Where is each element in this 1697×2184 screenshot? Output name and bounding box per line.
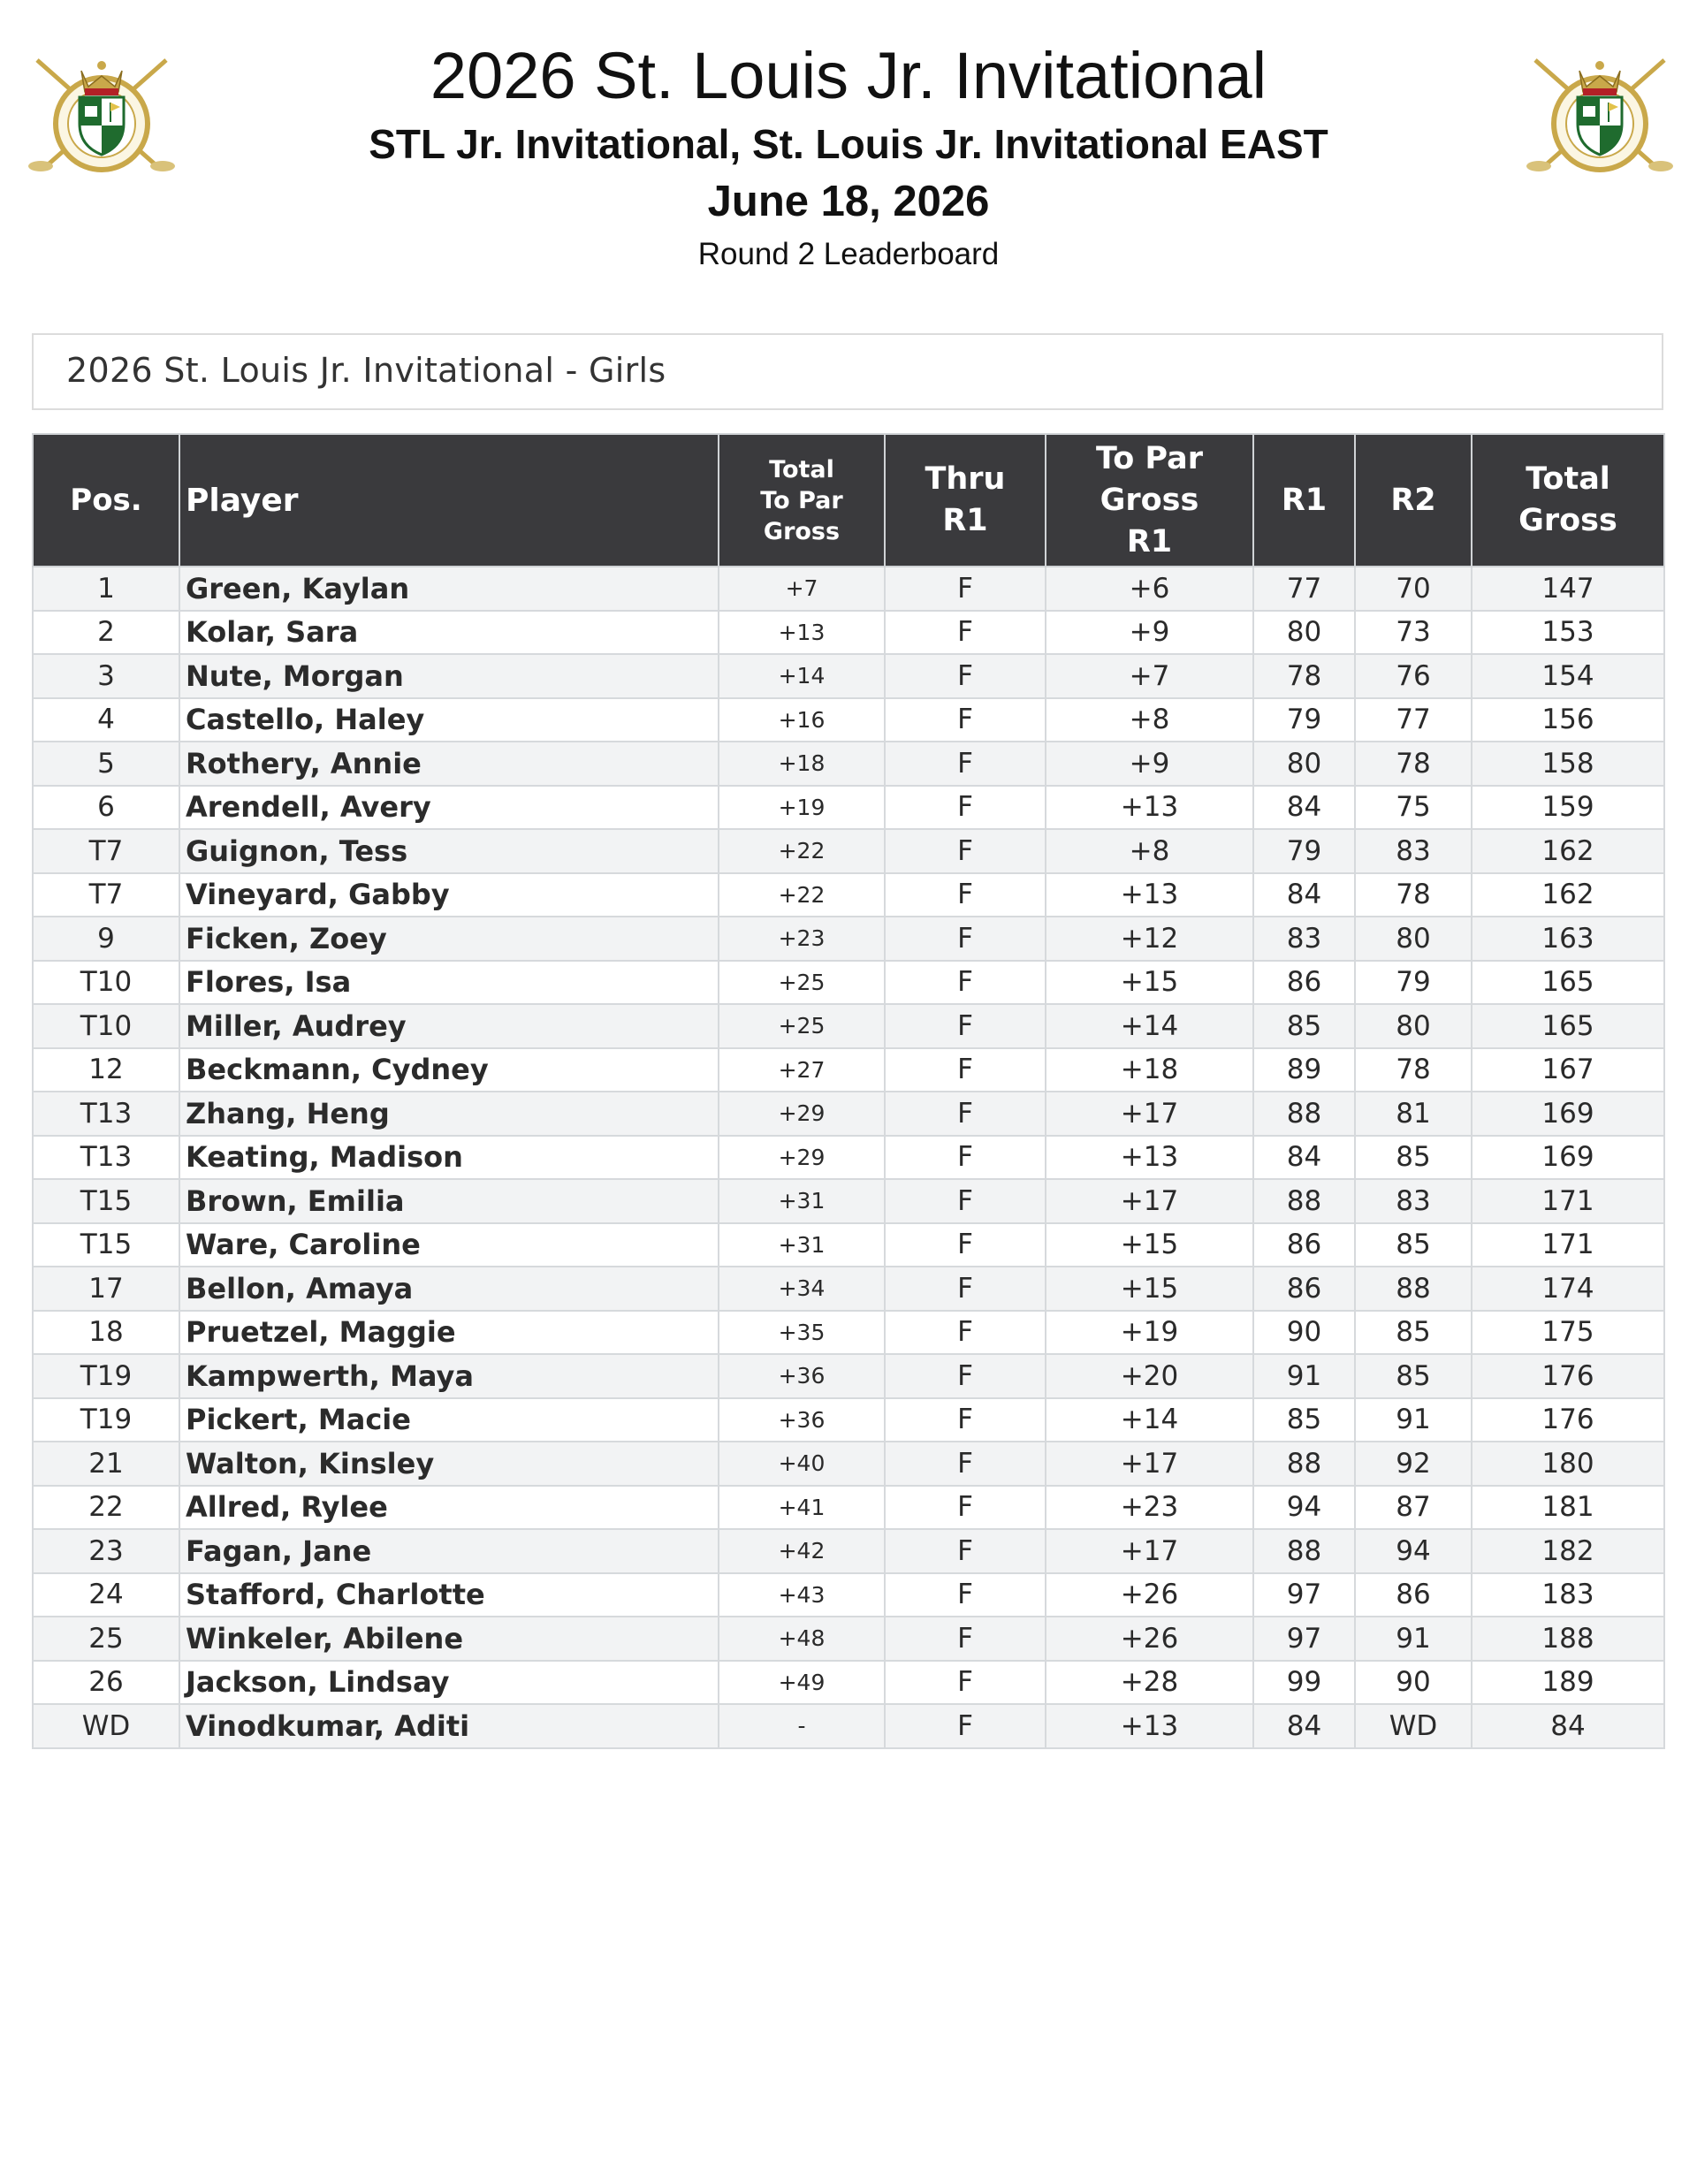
table-header-row — [33, 434, 1664, 567]
cell-total-to-par: +49 — [719, 1661, 885, 1705]
cell-thru: F — [885, 1529, 1046, 1573]
cell-r1: 78 — [1253, 654, 1355, 698]
cell-total-to-par: +22 — [719, 829, 885, 873]
cell-r1: 88 — [1253, 1092, 1355, 1136]
cell-thru: F — [885, 1004, 1046, 1048]
cell-player[interactable]: Ware, Caroline — [179, 1223, 719, 1267]
table-row — [33, 567, 1664, 611]
cell-r1: 79 — [1253, 829, 1355, 873]
table-row — [33, 1354, 1664, 1398]
cell-player[interactable]: Pruetzel, Maggie — [179, 1311, 719, 1355]
division-title: 2026 St. Louis Jr. Invitational - Girls — [66, 351, 666, 390]
cell-r2: 78 — [1355, 1048, 1472, 1092]
cell-thru: F — [885, 873, 1046, 917]
cell-thru: F — [885, 786, 1046, 830]
cell-total-gross: 162 — [1472, 829, 1664, 873]
cell-r2: 94 — [1355, 1529, 1472, 1573]
cell-to-par-r1: +13 — [1046, 786, 1253, 830]
cell-r1: 97 — [1253, 1573, 1355, 1617]
table-row — [33, 1442, 1664, 1486]
cell-pos: T10 — [33, 961, 179, 1005]
table-row — [33, 611, 1664, 655]
cell-pos: 17 — [33, 1267, 179, 1311]
cell-total-to-par: +31 — [719, 1179, 885, 1223]
table-row — [33, 654, 1664, 698]
cell-to-par-r1: +17 — [1046, 1529, 1253, 1573]
cell-to-par-r1: +17 — [1046, 1179, 1253, 1223]
cell-thru: F — [885, 654, 1046, 698]
table-row — [33, 961, 1664, 1005]
cell-total-to-par: +25 — [719, 1004, 885, 1048]
column-header-player[interactable]: Player — [179, 434, 719, 567]
cell-r1: 86 — [1253, 961, 1355, 1005]
cell-thru: F — [885, 1136, 1046, 1180]
cell-player[interactable]: Keating, Madison — [179, 1136, 719, 1180]
cell-r2: 90 — [1355, 1661, 1472, 1705]
cell-total-to-par: +25 — [719, 961, 885, 1005]
cell-pos: T10 — [33, 1004, 179, 1048]
cell-to-par-r1: +14 — [1046, 1004, 1253, 1048]
cell-r1: 83 — [1253, 917, 1355, 961]
cell-pos: T15 — [33, 1223, 179, 1267]
table-row — [33, 1004, 1664, 1048]
cell-r2: 85 — [1355, 1311, 1472, 1355]
cell-r2: 81 — [1355, 1092, 1472, 1136]
cell-total-to-par: - — [719, 1704, 885, 1748]
cell-pos: WD — [33, 1704, 179, 1748]
cell-r2: 76 — [1355, 654, 1472, 698]
cell-pos: T19 — [33, 1398, 179, 1442]
cell-player[interactable]: Nute, Morgan — [179, 654, 719, 698]
cell-player[interactable]: Brown, Emilia — [179, 1179, 719, 1223]
cell-thru: F — [885, 1661, 1046, 1705]
cell-player[interactable]: Stafford, Charlotte — [179, 1573, 719, 1617]
cell-to-par-r1: +8 — [1046, 698, 1253, 742]
cell-pos: 24 — [33, 1573, 179, 1617]
cell-total-to-par: +41 — [719, 1486, 885, 1530]
cell-r2: 91 — [1355, 1398, 1472, 1442]
cell-total-to-par: +48 — [719, 1617, 885, 1661]
cell-total-to-par: +31 — [719, 1223, 885, 1267]
cell-player[interactable]: Rothery, Annie — [179, 742, 719, 786]
cell-pos: T13 — [33, 1092, 179, 1136]
cell-player[interactable]: Pickert, Macie — [179, 1398, 719, 1442]
cell-to-par-r1: +18 — [1046, 1048, 1253, 1092]
cell-player[interactable]: Zhang, Heng — [179, 1092, 719, 1136]
cell-pos: 4 — [33, 698, 179, 742]
cell-thru: F — [885, 698, 1046, 742]
cell-total-gross: 163 — [1472, 917, 1664, 961]
cell-total-gross: 183 — [1472, 1573, 1664, 1617]
cell-pos: 3 — [33, 654, 179, 698]
cell-total-gross: 169 — [1472, 1136, 1664, 1180]
cell-to-par-r1: +9 — [1046, 611, 1253, 655]
cell-total-to-par: +29 — [719, 1136, 885, 1180]
cell-thru: F — [885, 1267, 1046, 1311]
cell-to-par-r1: +23 — [1046, 1486, 1253, 1530]
cell-r2: 79 — [1355, 961, 1472, 1005]
table-row — [33, 1267, 1664, 1311]
cell-r1: 84 — [1253, 1136, 1355, 1180]
cell-thru: F — [885, 567, 1046, 611]
cell-total-to-par: +23 — [719, 917, 885, 961]
cell-total-gross: 180 — [1472, 1442, 1664, 1486]
cell-pos: 5 — [33, 742, 179, 786]
cell-r2: 77 — [1355, 698, 1472, 742]
cell-player[interactable]: Winkeler, Abilene — [179, 1617, 719, 1661]
cell-total-gross: 159 — [1472, 786, 1664, 830]
cell-r2: 80 — [1355, 1004, 1472, 1048]
cell-player[interactable]: Ficken, Zoey — [179, 917, 719, 961]
cell-player[interactable]: Bellon, Amaya — [179, 1267, 719, 1311]
cell-to-par-r1: +12 — [1046, 917, 1253, 961]
cell-to-par-r1: +7 — [1046, 654, 1253, 698]
table-row — [33, 698, 1664, 742]
cell-pos: 26 — [33, 1661, 179, 1705]
cell-player[interactable]: Guignon, Tess — [179, 829, 719, 873]
cell-total-to-par: +29 — [719, 1092, 885, 1136]
leaderboard-table — [32, 433, 1665, 1749]
cell-to-par-r1: +14 — [1046, 1398, 1253, 1442]
column-header-r2[interactable]: R2 — [1355, 434, 1472, 567]
cell-total-gross: 165 — [1472, 1004, 1664, 1048]
column-header-total-to-par[interactable] — [719, 434, 885, 567]
cell-total-gross: 176 — [1472, 1354, 1664, 1398]
cell-total-to-par: +7 — [719, 567, 885, 611]
cell-to-par-r1: +19 — [1046, 1311, 1253, 1355]
cell-pos: T7 — [33, 829, 179, 873]
cell-total-gross: 147 — [1472, 567, 1664, 611]
cell-total-to-par: +22 — [719, 873, 885, 917]
cell-thru: F — [885, 1617, 1046, 1661]
table-row — [33, 1048, 1664, 1092]
header-line: Gross — [763, 517, 841, 545]
cell-pos: 22 — [33, 1486, 179, 1530]
cell-thru: F — [885, 1179, 1046, 1223]
cell-r2: 75 — [1355, 786, 1472, 830]
cell-total-to-par: +36 — [719, 1398, 885, 1442]
cell-total-gross: 156 — [1472, 698, 1664, 742]
cell-thru: F — [885, 1704, 1046, 1748]
cell-total-gross: 167 — [1472, 1048, 1664, 1092]
cell-thru: F — [885, 1092, 1046, 1136]
cell-thru: F — [885, 961, 1046, 1005]
cell-r1: 94 — [1253, 1486, 1355, 1530]
cell-total-gross: 84 — [1472, 1704, 1664, 1748]
cell-total-to-par: +13 — [719, 611, 885, 655]
cell-player[interactable]: Arendell, Avery — [179, 786, 719, 830]
cell-r1: 88 — [1253, 1529, 1355, 1573]
cell-total-to-par: +16 — [719, 698, 885, 742]
cell-total-gross: 174 — [1472, 1267, 1664, 1311]
cell-to-par-r1: +26 — [1046, 1617, 1253, 1661]
cell-thru: F — [885, 1442, 1046, 1486]
cell-r2: 83 — [1355, 1179, 1472, 1223]
cell-to-par-r1: +17 — [1046, 1092, 1253, 1136]
cell-total-gross: 189 — [1472, 1661, 1664, 1705]
cell-player[interactable]: Jackson, Lindsay — [179, 1661, 719, 1705]
cell-pos: T7 — [33, 873, 179, 917]
cell-total-to-par: +14 — [719, 654, 885, 698]
cell-thru: F — [885, 611, 1046, 655]
cell-thru: F — [885, 1223, 1046, 1267]
table-row — [33, 1398, 1664, 1442]
cell-total-gross: 171 — [1472, 1223, 1664, 1267]
cell-r1: 79 — [1253, 698, 1355, 742]
cell-r1: 85 — [1253, 1398, 1355, 1442]
cell-total-to-par: +42 — [719, 1529, 885, 1573]
cell-r1: 77 — [1253, 567, 1355, 611]
cell-r1: 84 — [1253, 786, 1355, 830]
cell-total-to-par: +35 — [719, 1311, 885, 1355]
cell-r1: 84 — [1253, 873, 1355, 917]
cell-r2: 80 — [1355, 917, 1472, 961]
cell-to-par-r1: +8 — [1046, 829, 1253, 873]
column-header-pos[interactable]: Pos. — [33, 434, 179, 567]
cell-player[interactable]: Green, Kaylan — [179, 567, 719, 611]
cell-r1: 89 — [1253, 1048, 1355, 1092]
header-line: To Par — [1095, 440, 1204, 476]
page-header — [0, 0, 1697, 301]
cell-total-gross: 175 — [1472, 1311, 1664, 1355]
cell-r1: 90 — [1253, 1311, 1355, 1355]
cell-total-gross: 153 — [1472, 611, 1664, 655]
table-row — [33, 829, 1664, 873]
cell-total-gross: 182 — [1472, 1529, 1664, 1573]
table-row — [33, 1661, 1664, 1705]
cell-pos: 25 — [33, 1617, 179, 1661]
cell-to-par-r1: +28 — [1046, 1661, 1253, 1705]
header-line: R1 — [1126, 523, 1173, 559]
cell-pos: 12 — [33, 1048, 179, 1092]
event-title: 2026 St. Louis Jr. Invitational — [430, 39, 1267, 112]
cell-to-par-r1: +9 — [1046, 742, 1253, 786]
cell-player[interactable]: Miller, Audrey — [179, 1004, 719, 1048]
cell-player[interactable]: Kampwerth, Maya — [179, 1354, 719, 1398]
cell-thru: F — [885, 917, 1046, 961]
cell-pos: 2 — [33, 611, 179, 655]
table-row — [33, 786, 1664, 830]
cell-total-gross: 188 — [1472, 1617, 1664, 1661]
cell-r1: 88 — [1253, 1442, 1355, 1486]
round-label: Round 2 Leaderboard — [697, 237, 1000, 271]
cell-pos: 9 — [33, 917, 179, 961]
cell-total-gross: 158 — [1472, 742, 1664, 786]
cell-thru: F — [885, 1311, 1046, 1355]
table-row — [33, 1179, 1664, 1223]
cell-r1: 80 — [1253, 611, 1355, 655]
table-row — [33, 917, 1664, 961]
cell-r2: 86 — [1355, 1573, 1472, 1617]
cell-r2: 92 — [1355, 1442, 1472, 1486]
cell-total-to-par: +36 — [719, 1354, 885, 1398]
cell-player[interactable]: Castello, Haley — [179, 698, 719, 742]
cell-to-par-r1: +6 — [1046, 567, 1253, 611]
event-date: June 18, 2026 — [707, 178, 990, 225]
cell-player[interactable]: Kolar, Sara — [179, 611, 719, 655]
header-line: R1 — [942, 503, 988, 538]
cell-r2: 78 — [1355, 873, 1472, 917]
header-line: Gross — [1100, 482, 1199, 518]
cell-r1: 91 — [1253, 1354, 1355, 1398]
cell-pos: T13 — [33, 1136, 179, 1180]
table-row — [33, 1573, 1664, 1617]
cell-pos: T19 — [33, 1354, 179, 1398]
cell-r1: 99 — [1253, 1661, 1355, 1705]
cell-r2: 85 — [1355, 1354, 1472, 1398]
table-row — [33, 1529, 1664, 1573]
cell-total-to-par: +18 — [719, 742, 885, 786]
cell-r1: 80 — [1253, 742, 1355, 786]
division-header — [32, 333, 1663, 410]
table-row — [33, 1486, 1664, 1530]
cell-r1: 85 — [1253, 1004, 1355, 1048]
cell-total-gross: 165 — [1472, 961, 1664, 1005]
cell-player[interactable]: Beckmann, Cydney — [179, 1048, 719, 1092]
cell-r2: 91 — [1355, 1617, 1472, 1661]
table-row — [33, 1223, 1664, 1267]
table-row — [33, 873, 1664, 917]
cell-to-par-r1: +26 — [1046, 1573, 1253, 1617]
header-line: Total — [769, 455, 834, 483]
cell-thru: F — [885, 1398, 1046, 1442]
cell-pos: 21 — [33, 1442, 179, 1486]
cell-r1: 97 — [1253, 1617, 1355, 1661]
cell-pos: 1 — [33, 567, 179, 611]
cell-total-to-par: +43 — [719, 1573, 885, 1617]
column-header-r1[interactable]: R1 — [1253, 434, 1355, 567]
cell-to-par-r1: +15 — [1046, 1267, 1253, 1311]
table-row — [33, 742, 1664, 786]
cell-r2: 78 — [1355, 742, 1472, 786]
cell-r1: 88 — [1253, 1179, 1355, 1223]
table-row — [33, 1617, 1664, 1661]
cell-to-par-r1: +20 — [1046, 1354, 1253, 1398]
cell-pos: 23 — [33, 1529, 179, 1573]
cell-total-gross: 162 — [1472, 873, 1664, 917]
cell-thru: F — [885, 1354, 1046, 1398]
table-row — [33, 1136, 1664, 1180]
cell-player[interactable]: Allred, Rylee — [179, 1486, 719, 1530]
table-row — [33, 1311, 1664, 1355]
cell-r2: 73 — [1355, 611, 1472, 655]
cell-pos: 6 — [33, 786, 179, 830]
header-line: To Par — [760, 486, 843, 514]
cell-total-gross: 154 — [1472, 654, 1664, 698]
cell-player[interactable]: Vineyard, Gabby — [179, 873, 719, 917]
cell-to-par-r1: +15 — [1046, 1223, 1253, 1267]
cell-r2: WD — [1355, 1704, 1472, 1748]
cell-total-gross: 169 — [1472, 1092, 1664, 1136]
cell-r2: 83 — [1355, 829, 1472, 873]
cell-to-par-r1: +13 — [1046, 1136, 1253, 1180]
cell-r2: 70 — [1355, 567, 1472, 611]
cell-thru: F — [885, 1048, 1046, 1092]
cell-r2: 85 — [1355, 1136, 1472, 1180]
cell-r1: 84 — [1253, 1704, 1355, 1748]
cell-total-gross: 181 — [1472, 1486, 1664, 1530]
column-header-thru[interactable] — [885, 434, 1046, 567]
cell-to-par-r1: +15 — [1046, 961, 1253, 1005]
cell-to-par-r1: +13 — [1046, 1704, 1253, 1748]
cell-r2: 85 — [1355, 1223, 1472, 1267]
cell-r2: 87 — [1355, 1486, 1472, 1530]
cell-r2: 88 — [1355, 1267, 1472, 1311]
cell-total-to-par: +27 — [719, 1048, 885, 1092]
cell-player[interactable]: Walton, Kinsley — [179, 1442, 719, 1486]
cell-total-to-par: +40 — [719, 1442, 885, 1486]
cell-pos: 18 — [33, 1311, 179, 1355]
header-line: Gross — [1518, 503, 1617, 538]
table-row — [33, 1704, 1664, 1748]
crest-logo-graphic — [1525, 35, 1675, 177]
table-row — [33, 1092, 1664, 1136]
cell-thru: F — [885, 1486, 1046, 1530]
column-header-total-gross[interactable] — [1472, 434, 1664, 567]
cell-r1: 86 — [1253, 1267, 1355, 1311]
column-header-to-par-r1[interactable] — [1046, 434, 1253, 567]
cell-total-to-par: +19 — [719, 786, 885, 830]
cell-thru: F — [885, 829, 1046, 873]
header-line: Thru — [925, 461, 1006, 497]
cell-player[interactable]: Flores, Isa — [179, 961, 719, 1005]
cell-total-gross: 171 — [1472, 1179, 1664, 1223]
crest-logo — [1525, 35, 1675, 177]
cell-total-gross: 176 — [1472, 1398, 1664, 1442]
cell-player[interactable]: Fagan, Jane — [179, 1529, 719, 1573]
cell-player[interactable]: Vinodkumar, Aditi — [179, 1704, 719, 1748]
event-subtitle: STL Jr. Invitational, St. Louis Jr. Invitational EAST — [369, 121, 1328, 167]
cell-total-to-par: +34 — [719, 1267, 885, 1311]
cell-thru: F — [885, 742, 1046, 786]
cell-to-par-r1: +17 — [1046, 1442, 1253, 1486]
cell-to-par-r1: +13 — [1046, 873, 1253, 917]
cell-r1: 86 — [1253, 1223, 1355, 1267]
cell-thru: F — [885, 1573, 1046, 1617]
cell-pos: T15 — [33, 1179, 179, 1223]
header-line: Total — [1526, 461, 1610, 497]
